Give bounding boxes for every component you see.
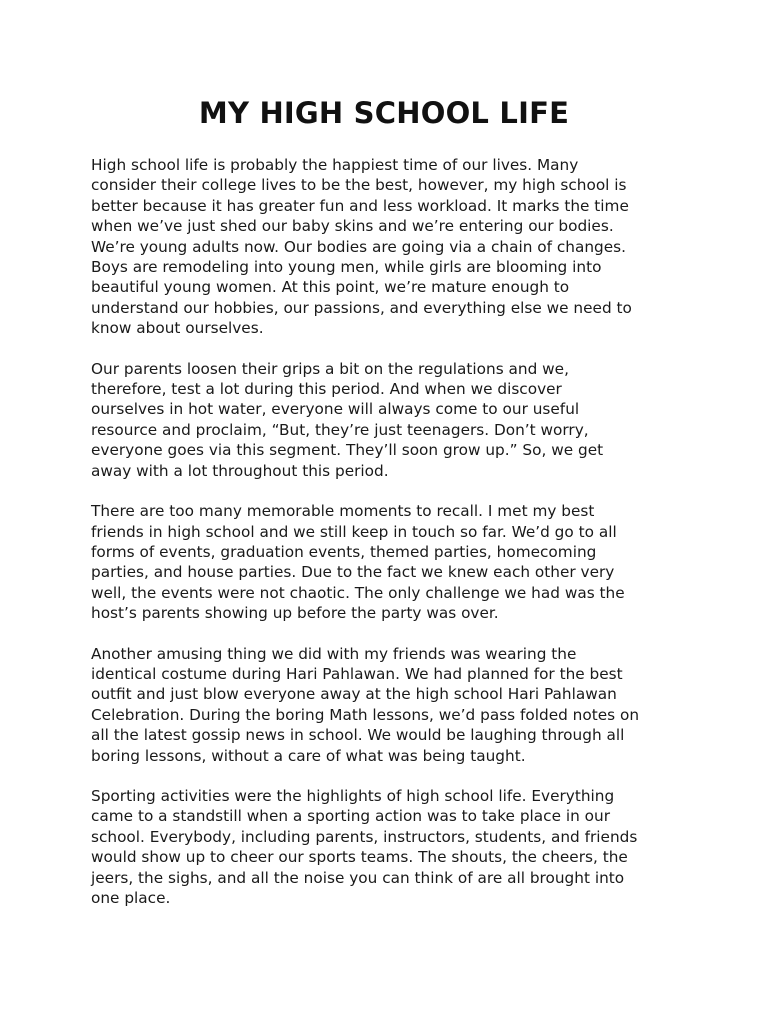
paragraph-line: school. Everybody, including parents, instructors, students, and friends xyxy=(91,827,638,846)
paragraph-line: High school life is probably the happiest time of our lives. Many xyxy=(91,156,579,174)
paragraph-line: friends in high school and we still keep in touch so far. We’d go to all xyxy=(91,522,617,541)
paragraph-line: understand our hobbies, our passions, and everything else we need to xyxy=(91,298,632,317)
page-title: MY HIGH SCHOOL LIFE xyxy=(198,96,570,130)
paragraph-line: jeers, the sighs, and all the noise you can think of are all brought into xyxy=(91,868,625,887)
paragraph-3 xyxy=(91,501,681,623)
paragraph-line: identical costume during Hari Pahlawan. We had planned for the best xyxy=(91,664,623,683)
paragraph-line: therefore, test a lot during this period. And when we discover xyxy=(91,380,562,399)
paragraph-line: would show up to cheer our sports teams. The shouts, the cheers, the xyxy=(91,848,628,867)
paragraph-line: There are too many memorable moments to recall. I met my best xyxy=(91,502,595,521)
paragraph-line: ourselves in hot water, everyone will always come to our useful xyxy=(91,400,580,419)
paragraph-line: well, the events were not chaotic. The only challenge we had was the xyxy=(91,583,625,602)
paragraph-line: better because it has greater fun and less workload. It marks the time xyxy=(91,196,629,215)
paragraph-line: Sporting activities were the highlights of high school life. Everything xyxy=(91,786,615,805)
paragraph-line: when we’ve just shed our baby skins and we’re entering our bodies. xyxy=(91,217,614,236)
paragraph-line: forms of events, graduation events, themed parties, homecoming xyxy=(91,542,597,561)
paragraph-line: parties, and house parties. Due to the fact we knew each other very xyxy=(91,563,615,582)
paragraph-line: all the latest gossip news in school. We would be laughing through all xyxy=(91,726,625,745)
paragraph-line: consider their college lives to be the best, however, my high school is xyxy=(91,176,627,195)
paragraph-line: one place. xyxy=(91,889,171,907)
paragraph-line: outfit and just blow everyone away at the high school Hari Pahlawan xyxy=(91,685,617,704)
paragraph-line: Our parents loosen their grips a bit on the regulations and we, xyxy=(91,359,569,378)
paragraph-line: came to a standstill when a sporting action was to take place in our xyxy=(91,807,611,826)
paragraph-line: Another amusing thing we did with my friends was wearing the xyxy=(91,644,577,663)
paragraph-line: know about ourselves. xyxy=(91,319,264,338)
paragraph-line: everyone goes via this segment. They’ll soon grow up.” So, we get xyxy=(91,441,604,460)
paragraph-line: Boys are remodeling into young men, while girls are blooming into xyxy=(91,258,602,277)
paragraph-line: We’re young adults now. Our bodies are going via a chain of changes. xyxy=(91,237,626,256)
paragraph-line: boring lessons, without a care of what was being taught. xyxy=(91,746,526,765)
paragraph-line: host’s parents showing up before the party was over. xyxy=(91,604,499,623)
paragraph-4 xyxy=(91,644,681,766)
paragraph-5 xyxy=(91,786,681,908)
paragraph-line: beautiful young women. At this point, we’re mature enough to xyxy=(91,278,570,297)
document-body xyxy=(91,155,681,928)
paragraph-1 xyxy=(91,155,681,339)
paragraph-2 xyxy=(91,359,681,481)
paragraph-line: Celebration. During the boring Math lessons, we’d pass folded notes on xyxy=(91,705,640,724)
paragraph-line: resource and proclaim, “But, they’re just teenagers. Don’t worry, xyxy=(91,420,589,439)
paragraph-line: away with a lot throughout this period. xyxy=(91,461,389,480)
